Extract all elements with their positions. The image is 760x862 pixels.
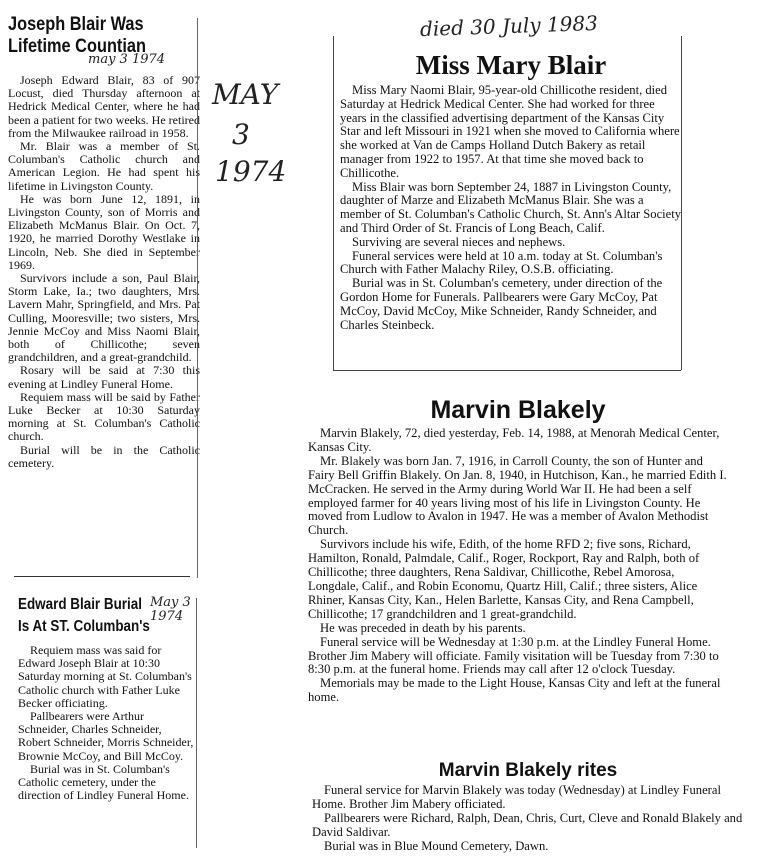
joseph-blair-clipping xyxy=(8,14,200,470)
clipping-border xyxy=(333,370,681,371)
rites-paragraph: Burial was in Blue Mound Cemetery, Dawn. xyxy=(324,838,549,853)
joseph-headline-line1: Joseph Blair Was xyxy=(8,14,144,35)
handwritten-date-edward: May 3 1974 xyxy=(150,595,191,624)
mary-paragraph: Funeral services were held at 10 a.m. today at St. Columban's Church with Father Malachy Riley, O.S.B. officiating. xyxy=(340,248,663,277)
rites-headline: Marvin Blakely rites xyxy=(438,760,618,781)
clipping-border xyxy=(333,36,334,370)
handwritten-year: 1974 xyxy=(215,155,287,188)
edward-headline xyxy=(18,594,168,638)
edward-blair-clipping xyxy=(18,594,196,802)
rites-body xyxy=(312,784,744,854)
joseph-body xyxy=(8,74,200,470)
marvin-paragraph: Survivors include his wife, Edith, of the home RFD 2; five sons, Richard, Hamilton, Ronald, Palmdale, Calif., Roger, Rockport, Ray and Ralph, both of Chillicothe; three daughters, Rena Saldivar, Chillicothe, Rebel Amorosa, Longdale, Calif., and Robin Economu, Quartz Hill, Calif.; three sisters, Alice Rhiner, Kansas City, Kan., Helen Barlette, Kansas City, and Rena Campbell, Chillicothe; 17 grandchildren and 1 great-grandchild. xyxy=(308,537,700,621)
joseph-paragraph: Mr. Blair was a member of St. Columban's Catholic church and American Legion. He had spent his lifetime in Livingston County. xyxy=(8,139,200,193)
handwritten-day: 3 xyxy=(232,118,250,151)
joseph-headline-line2: Lifetime Countian xyxy=(8,36,146,57)
joseph-paragraph: Survivors include a son, Paul Blair, Storm Lake, Ia.; two daughters, Mrs. Lavern Mahr, Springfield, and Mrs. Pat Culling, Mooresville; two sisters, Mrs. Jennie McCoy and Miss Naomi Blair, both of Chillicothe; seven grandchildren, and a great-grandchild. xyxy=(8,271,200,365)
joseph-paragraph: He was born June 12, 1891, in Livingston County, son of Morris and Elizabeth McManus Blair. On Oct. 7, 1920, he married Dorothy Westlake in Lincoln, Neb. She died in September 1969. xyxy=(8,191,200,272)
marvin-paragraph: Mr. Blakely was born Jan. 7, 1916, in Carroll County, the son of Hunter and Fairy Bell Griffin Blakely. On Jan. 8, 1940, in Hutchison, Kan., he married Edith I. McCracken. He served in the Army during World War II. He had been a self employed farmer for 40 years living most of his life in Livingston County. He moved from Ludlow to Avalon in 1947. He was a member of Avalon Methodist Church. xyxy=(308,453,727,538)
joseph-paragraph: Joseph Edward Blair, 83 of 907 Locust, died Thursday afternoon at Hedrick Medical Center, where he had been a patient for two weeks. He retired from the Milwaukee railroad in 1958. xyxy=(8,73,200,140)
edward-paragraph: Burial was in St. Columban's Catholic cemetery, under the direction of Lindley Funeral Home. xyxy=(18,761,189,803)
marvin-blakely-clipping xyxy=(308,396,728,705)
edward-headline-line2: Is At ST. Columban's xyxy=(18,618,150,635)
marvin-headline: Marvin Blakely xyxy=(430,396,606,424)
marvin-paragraph: He was preceded in death by his parents. xyxy=(320,620,526,635)
handwritten-death-date: died 30 July 1983 xyxy=(419,10,599,42)
marvin-paragraph: Memorials may be made to the Light House, Kansas City and left at the funeral home. xyxy=(308,676,721,705)
rites-paragraph: Funeral service for Marvin Blakely was today (Wednesday) at Lindley Funeral Home. Brother Jim Mabery officiated. xyxy=(312,783,721,811)
joseph-paragraph: Rosary will be said at 7:30 this evening at Lindley Funeral Home. xyxy=(8,363,200,391)
divider-left xyxy=(14,576,190,577)
mary-paragraph: Miss Mary Naomi Blair, 95-year-old Chillicothe resident, died Saturday at Hedrick Medical Center. She had worked for three years in the classified advertising department of the Kansas City Star and left Missouri in 1921 when she moved to California where she worked at Van de Camps Holland Dutch Bakery as retail manager from 1922 to 1957. At that time she moved back to Chillicothe. xyxy=(340,83,680,180)
mary-headline: Miss Mary Blair xyxy=(415,50,607,80)
edward-body xyxy=(18,644,196,802)
marvin-body xyxy=(308,427,728,705)
edward-headline-line1: Edward Blair Burial xyxy=(18,596,142,613)
joseph-paragraph: Burial will be in the Catholic cemetery. xyxy=(8,442,200,470)
rites-paragraph: Pallbearers were Richard, Ralph, Dean, Chris, Curt, Cleve and Ronald Blakely and David Saldivar. xyxy=(312,810,743,839)
handwritten-date-joseph: may 3 1974 xyxy=(88,52,166,67)
handwritten-month: MAY xyxy=(212,78,279,111)
mary-paragraph: Surviving are several nieces and nephews. xyxy=(352,234,566,249)
edward-paragraph: Pallbearers were Arthur Schneider, Charles Schneider, Robert Schneider, Morris Schneider, Brownie McCoy, and Bill McCoy. xyxy=(18,709,194,763)
mary-paragraph: Burial was in St. Columban's cemetery, under direction of the Gordon Home for Funerals. Pallbearers were Gary McCoy, Pat McCoy, David McCoy, Mike Schneider, Randy Schneider, and Charles Steinbeck. xyxy=(340,276,663,332)
clipping-border xyxy=(196,598,197,848)
clipping-border xyxy=(681,36,682,370)
mary-blair-clipping xyxy=(340,50,682,332)
marvin-paragraph: Marvin Blakely, 72, died yesterday, Feb. 14, 1988, at Menorah Medical Center, Kansas City. xyxy=(308,426,720,454)
mary-body xyxy=(340,84,682,332)
marvin-rites-clipping xyxy=(312,760,744,854)
marvin-paragraph: Funeral service will be Wednesday at 1:30 p.m. at the Lindley Funeral Home. Brother Jim Mabery will officiate. Family visitation will be Tuesday from 7:30 to 8:30 p.m. at the funeral home. Friends may call after 12 o'clock Tuesday. xyxy=(308,634,719,677)
mary-paragraph: Miss Blair was born September 24, 1887 in Livingston County, daughter of Marze and Elizabeth McManus Blair. She was a member of St. Columban's Catholic Church, St. Ann's Altar Society and Third Order of St. Francis of Long Beach, Calif. xyxy=(340,179,682,235)
edward-paragraph: Requiem mass was said for Edward Joseph Blair at 10:30 Saturday morning at St. Columban's Catholic church with Father Luke Becker officiating. xyxy=(18,643,192,710)
clipping-border xyxy=(197,18,198,578)
joseph-paragraph: Requiem mass will be said by Father Luke Becker at 10:30 Saturday morning at St. Columban's Catholic church. xyxy=(8,389,200,444)
